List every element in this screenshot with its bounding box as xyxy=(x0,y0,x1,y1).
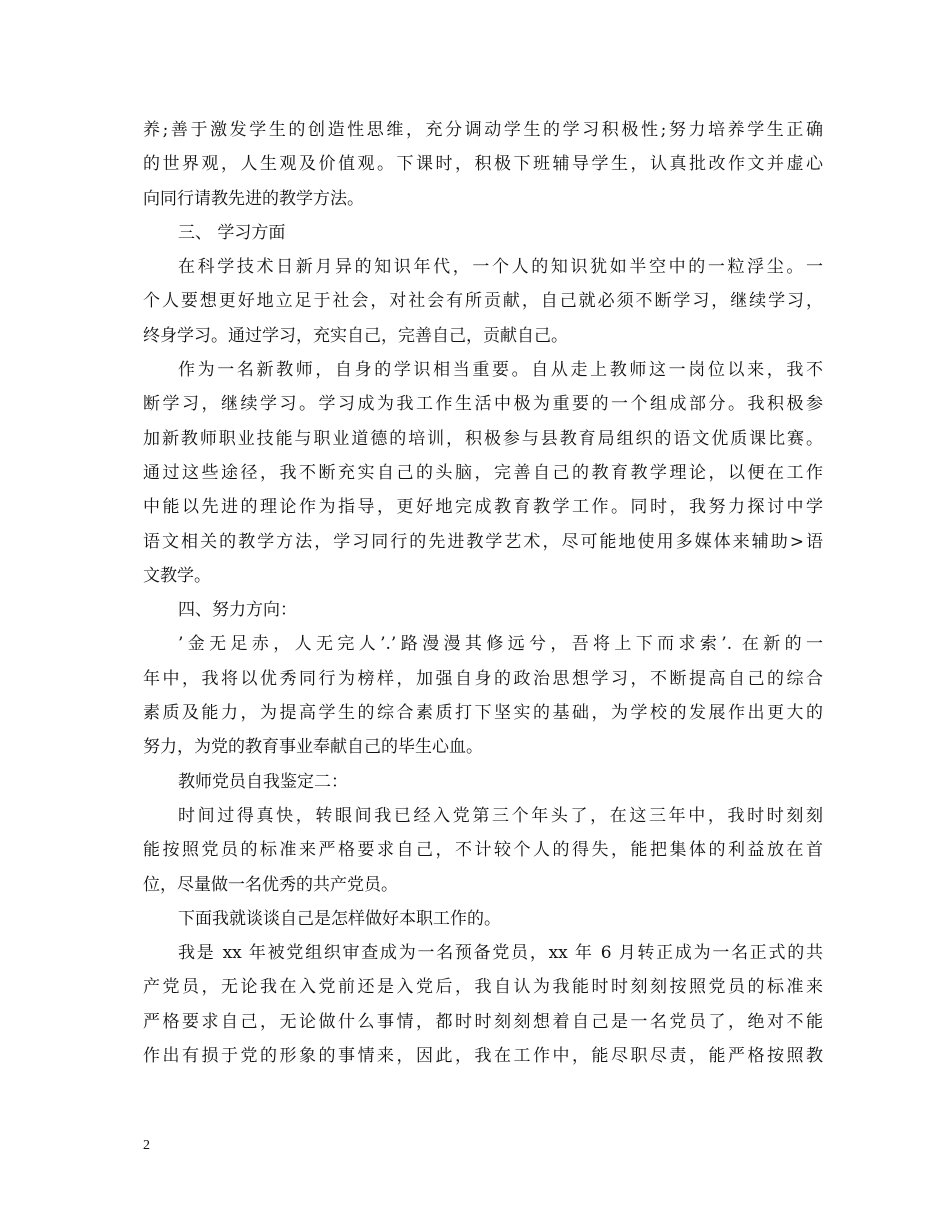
page-number: 2 xyxy=(143,1138,150,1153)
text-line: ’金无足赤，人无完人’.’路漫漫其修远兮，吾将上下而求索’. 在新的一 xyxy=(178,634,823,655)
text-line: 下面我就谈谈自己是怎样做好本职工作的。 xyxy=(178,908,501,929)
section-heading: 四、努力方向： xyxy=(178,600,297,621)
text-line: 加新教师职业技能与职业道德的培训，积极参与县教育局组织的语文优质课比赛。 xyxy=(143,428,823,449)
text-line: 努力，为党的教育事业奉献自己的毕生心血。 xyxy=(143,737,483,758)
text-line: 养;善于激发学生的创造性思维，充分调动学生的学习积极性;努力培养学生正确 xyxy=(143,120,823,140)
text-line: 的世界观，人生观及价值观。下课时，积极下班辅导学生，认真批改作文并虚心 xyxy=(143,154,823,175)
document-body xyxy=(143,113,823,1073)
text-line: 通过这些途径，我不断充实自己的头脑，完善自己的教育教学理论，以便在工作 xyxy=(143,462,823,483)
text-line: 语文相关的教学方法，学习同行的先进教学艺术，尽可能地使用多媒体来辅助>语 xyxy=(143,531,823,552)
text-line: 中能以先进的理论作为指导，更好地完成教育教学工作。同时，我努力探讨中学 xyxy=(143,497,823,518)
text-line: 我是 xx 年被党组织审查成为一名预备党员，xx 年 6 月转正成为一名正式的共 xyxy=(178,943,823,964)
text-line: 个人要想更好地立足于社会，对社会有所贡献，自己就必须不断学习，继续学习， xyxy=(143,291,823,312)
text-line: 位，尽量做一名优秀的共产党员。 xyxy=(143,874,398,895)
text-line: 断学习，继续学习。学习成为我工作生活中极为重要的一个组成部分。我积极参 xyxy=(143,394,823,415)
text-line: 能按照党员的标准来严格要求自己，不计较个人的得失，能把集体的利益放在首 xyxy=(143,840,823,861)
text-line: 产党员，无论我在入党前还是入党后，我自认为我能时时刻刻按照党员的标准来 xyxy=(143,977,823,998)
text-line: 在科学技术日新月异的知识年代，一个人的知识犹如半空中的一粒浮尘。一 xyxy=(178,257,823,278)
text-line: 向同行请教先进的教学方法。 xyxy=(143,188,364,209)
text-line: 作出有损于党的形象的事情来，因此，我在工作中，能尽职尽责，能严格按照教 xyxy=(143,1046,823,1067)
text-line: 文教学。 xyxy=(143,565,211,586)
section-heading: 教师党员自我鉴定二： xyxy=(178,771,348,792)
text-line: 年中，我将以优秀同行为榜样，加强自身的政治思想学习，不断提高自己的综合 xyxy=(143,668,823,689)
text-line: 素质及能力，为提高学生的综合素质打下坚实的基础，为学校的发展作出更大的 xyxy=(143,703,823,724)
text-line: 时间过得真快，转眼间我已经入党第三个年头了，在这三年中，我时时刻刻 xyxy=(178,805,823,826)
text-line: 严格要求自己，无论做什么事情，都时时刻刻想着自己是一名党员了，绝对不能 xyxy=(143,1011,823,1032)
text-line: 作为一名新教师，自身的学识相当重要。自从走上教师这一岗位以来，我不 xyxy=(178,360,823,381)
section-heading: 三、 学习方面 xyxy=(178,222,286,243)
text-line: 终身学习。通过学习，充实自己，完善自己，贡献自己。 xyxy=(143,325,568,346)
